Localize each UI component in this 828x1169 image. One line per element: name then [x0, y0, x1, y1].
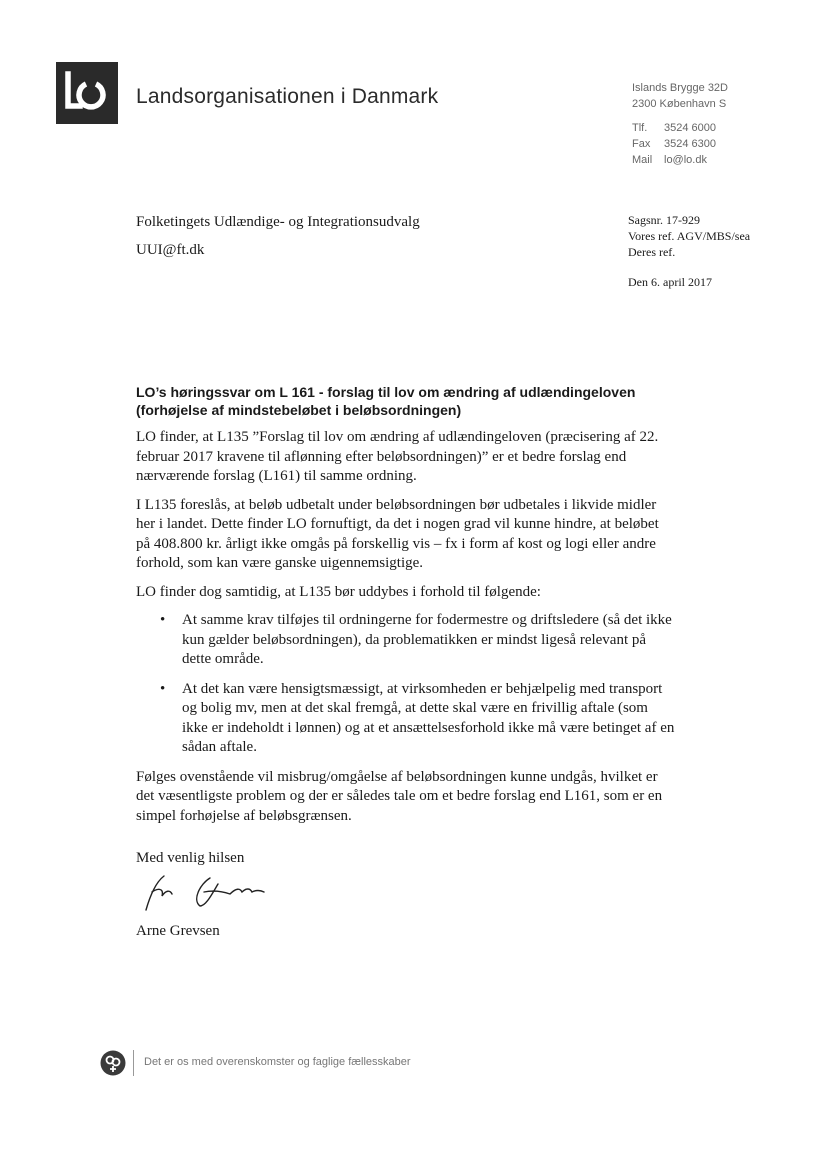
list-item — [160, 611, 676, 670]
footer-emblem-icon — [100, 1050, 126, 1076]
body-paragraph: LO finder, at L135 ”Forslag til lov om ændring af udlændingeloven (præcisering af 22. februar 2017 kravene til aflønning efter beløbsordningen)” er et bedre forslag end nærværende forslag (L161) til samme ordning. — [136, 429, 659, 484]
handwritten-signature — [140, 866, 270, 916]
signer-name: Arne Grevsen — [136, 923, 220, 939]
body-paragraph: I L135 foreslås, at beløb udbetalt under beløbsordningen bør udbetales i likvide midler her i landet. Dette finder LO fornuftigt, da det i nogen grad vil kunne hindre, at beløbet på 408.800 kr. årligt ikke omgås på forskellig vis – fx i form af kost og logi eller andre forhold, som kan være ganske uigennemsigtige. — [136, 496, 659, 571]
recipient-block — [136, 208, 420, 264]
lo-logo-icon — [56, 62, 118, 124]
your-reference: Deres ref. — [628, 245, 676, 259]
contact-row — [632, 120, 716, 136]
fax-value: 3524 6300 — [664, 138, 716, 150]
contact-label: Mail — [632, 154, 653, 166]
recipient-email: UUI@ft.dk — [136, 242, 205, 258]
list-item-text: At det kan være hensigtsmæssigt, at virksomheden er behjælpelig med transport og bolig mv, men at det skal fremgå, at dette skal være en frivillig aftale (som ikke er indeholdt i lønnen) og at et ansættelsesforhold ikke må være betinget af en sådan aftale. — [182, 680, 675, 755]
list-item-text: At samme krav tilføjes til ordningerne for fodermestre og driftsledere (så det ikke kun gælder beløbsordningen), da problematikken er mindst ligeså relevant på dette område. — [182, 612, 672, 667]
case-number: Sagsnr. 17-929 — [628, 213, 700, 227]
footer-tagline: Det er os med overenskomster og faglige fællesskaber — [144, 1056, 411, 1068]
contact-row — [632, 152, 716, 168]
email-value: lo@lo.dk — [664, 154, 707, 166]
closing-paragraph: Følges ovenstående vil misbrug/omgåelse af beløbsordningen kunne undgås, hvilket er det væsentligste problem og der er således tale om et bedre forslag end L161, som er en simpel forhøjelse af beløbsgrænsen. — [136, 768, 663, 824]
reference-block — [628, 212, 750, 260]
address-line: 2300 København S — [632, 98, 727, 110]
bullet-glyph: • — [160, 680, 166, 697]
address-line: Islands Brygge 32D — [632, 82, 728, 94]
letter-body — [136, 428, 676, 835]
footer-divider — [133, 1050, 134, 1076]
contact-block — [632, 120, 716, 168]
contact-label: Fax — [632, 138, 651, 150]
bullet-list — [136, 611, 676, 758]
contact-row — [632, 136, 716, 152]
our-reference: Vores ref. AGV/MBS/sea — [628, 229, 751, 243]
letter-title: LO’s høringssvar om L 161 - forslag til lov om ændring af udlændingeloven (forhøjelse af mindstebeløbet i beløbsordningen) — [136, 384, 636, 418]
phone-value: 3524 6000 — [664, 122, 716, 134]
body-paragraph: LO finder dog samtidig, at L135 bør uddybes i forhold til følgende: — [136, 583, 541, 600]
address-block — [632, 80, 728, 112]
list-item — [160, 680, 676, 758]
contact-label: Tlf. — [632, 122, 648, 134]
organization-name: Landsorganisationen i Danmark — [136, 85, 439, 108]
letter-date: Den 6. april 2017 — [628, 275, 712, 289]
greeting: Med venlig hilsen — [136, 850, 245, 866]
recipient-name: Folketingets Udlændige- og Integrationsudvalg — [136, 214, 420, 230]
bullet-glyph: • — [160, 612, 166, 628]
